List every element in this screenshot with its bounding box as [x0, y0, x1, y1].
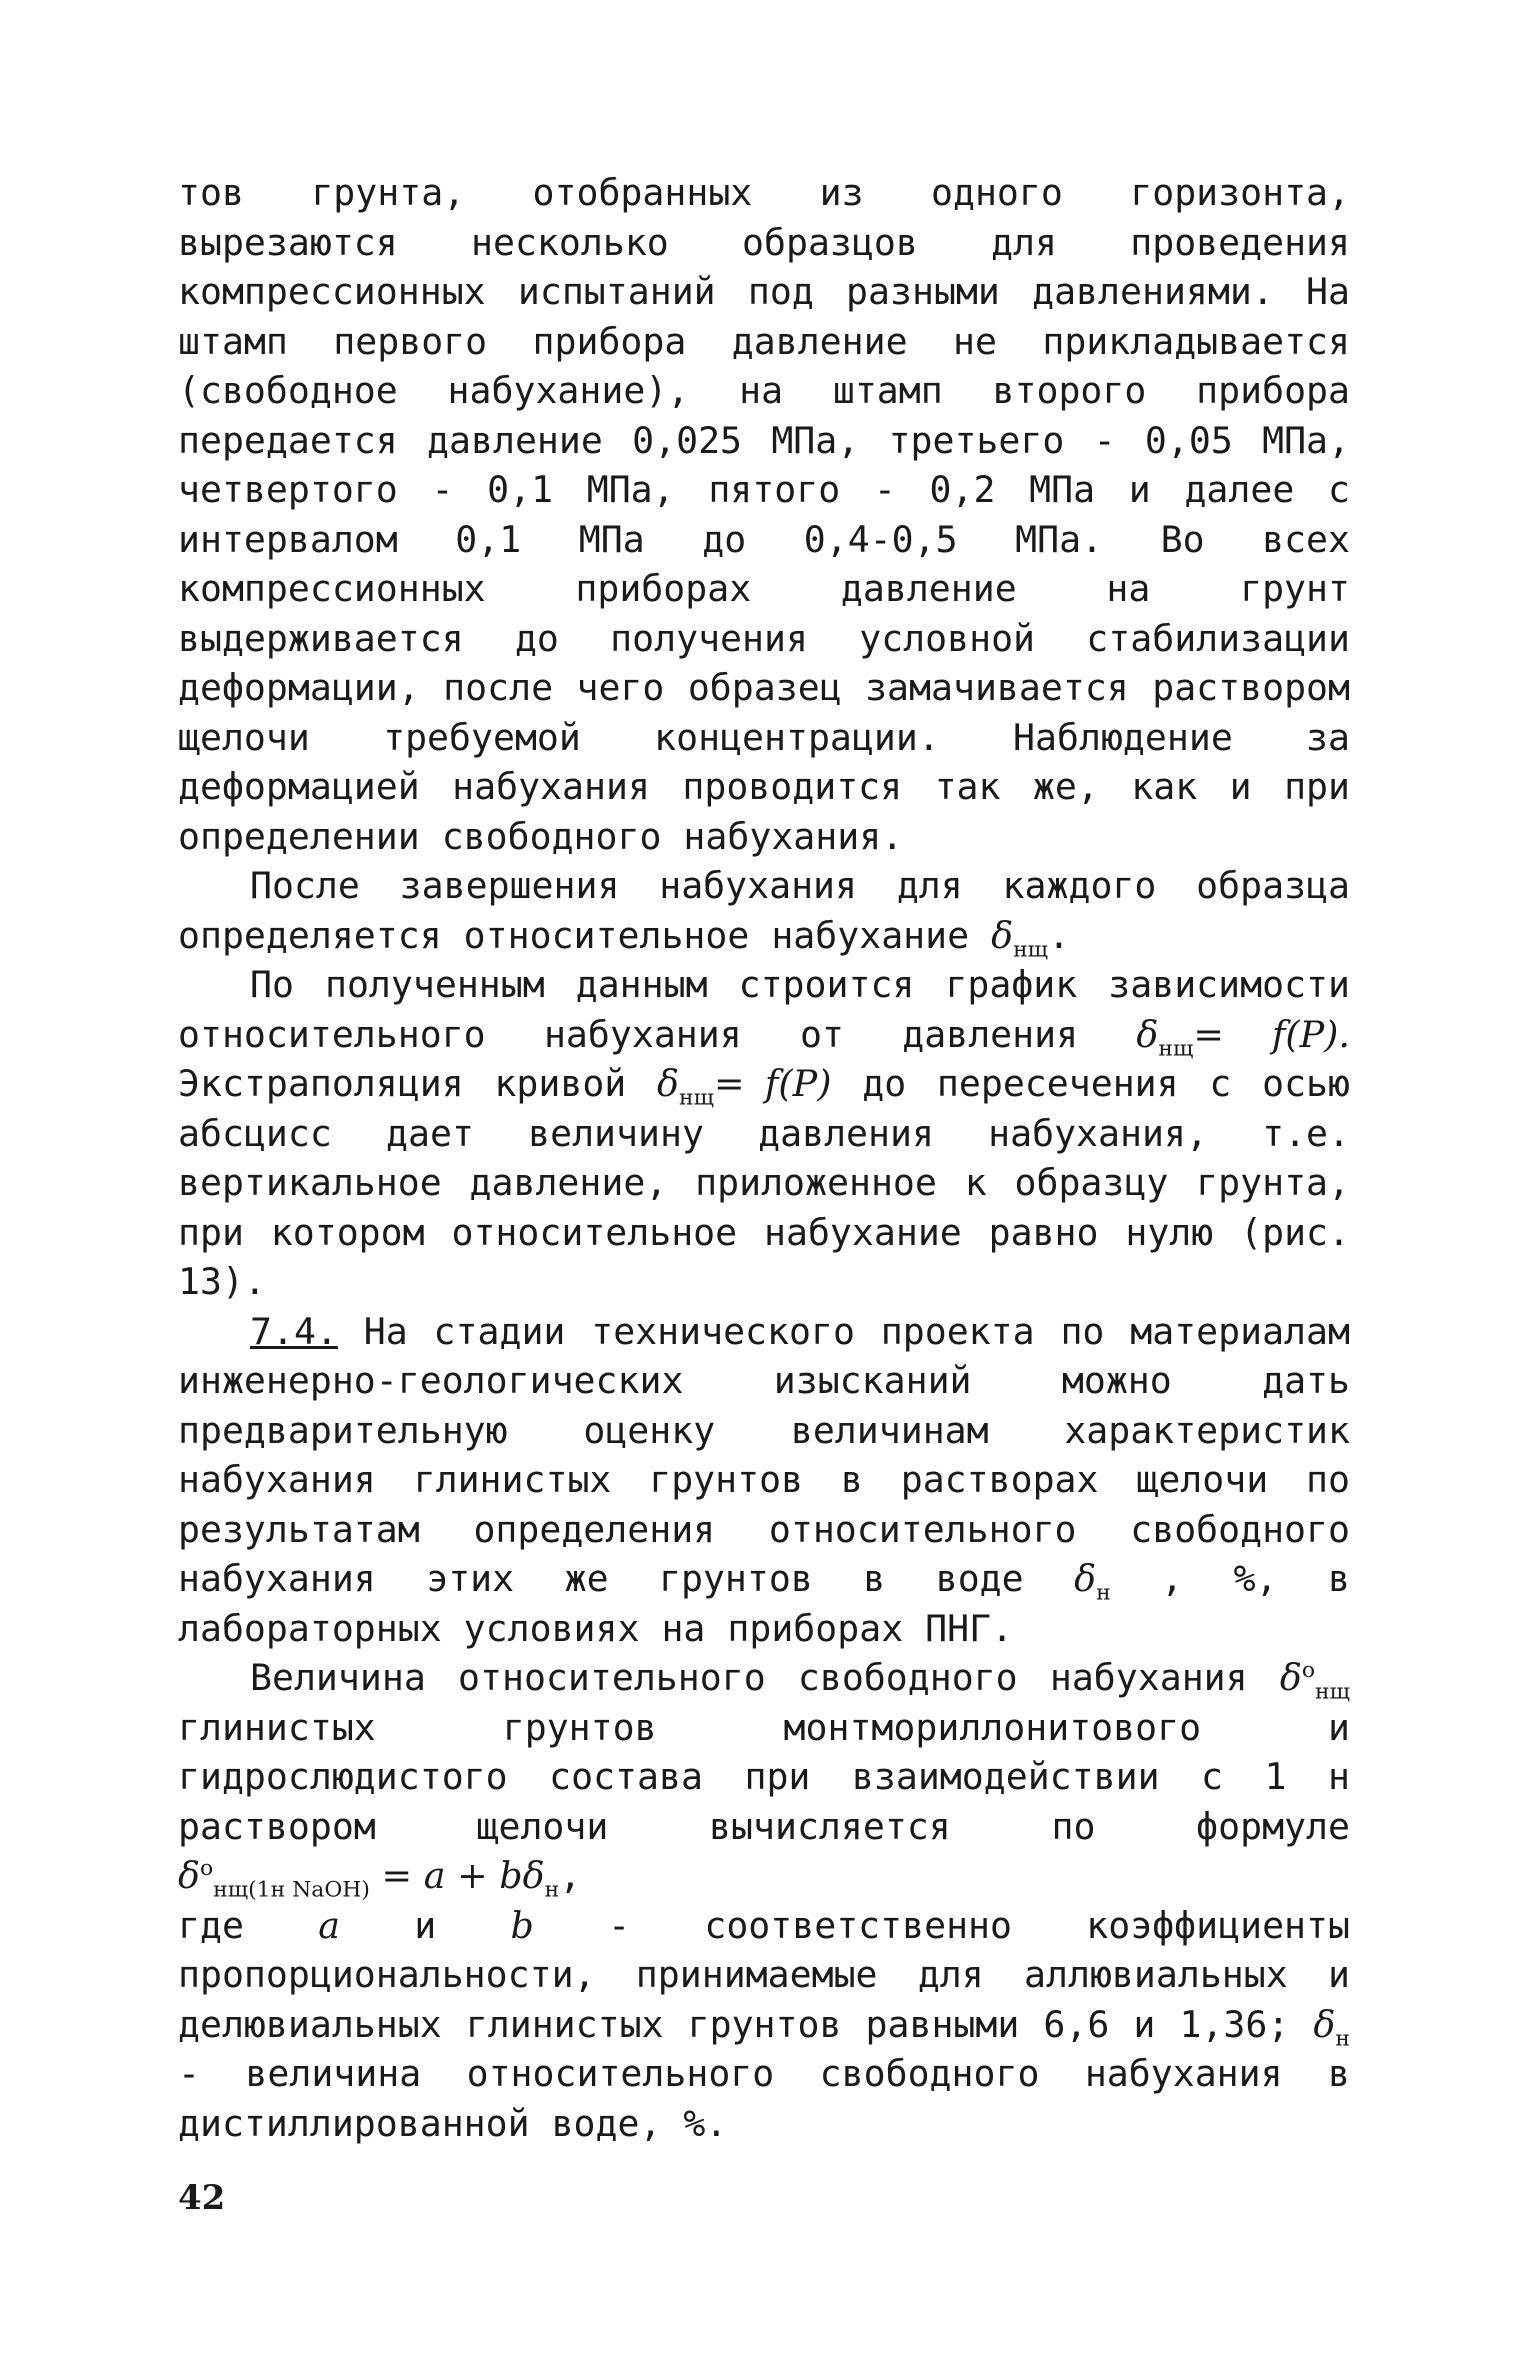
- paragraph-2-text: После завершения набухания для каждого образца определяется относительное набухание: [178, 864, 1350, 957]
- paragraph-3-text-c: до пересечения с осью абсцисс дает величину давления набухания, т.е. вертикальное давление, приложенное к образцу грунта, при котором относительное набухание равно нулю (рис. 13).: [178, 1062, 1350, 1303]
- swelling-symbol: $\delta_{нщ}$: [991, 913, 1049, 962]
- formula-swelling-vs-pressure: $\delta_{нщ}= f(P)$.: [1136, 1012, 1350, 1061]
- swelling-formula: $\delta^о_{нщ(1н NaOH)} = a + b\delta_н$: [178, 1854, 560, 1903]
- free-swelling-symbol: $\delta^о_{нщ}$: [1279, 1656, 1350, 1705]
- paragraph-4-text-b: , %, в лабораторных условиях на приборах ПНГ.: [178, 1557, 1350, 1650]
- coefficient-b: b: [510, 1903, 534, 1947]
- paragraph-1: [178, 168, 1350, 861]
- paragraph-5-text-b: глинистых грунтов монтмориллонитового и гидрослюдистого состава при взаимодействии с 1 н раствором щелочи вычисляется по формуле: [178, 1705, 1350, 1848]
- swelling-water-symbol-2: $\delta_н$: [1313, 2002, 1350, 2051]
- paragraph-3-text-a: По полученным данным строится график зависимости относительного набухания от давления: [178, 963, 1350, 1056]
- paragraph-6-text-c: - величина относительного свободного набухания в дистиллированной воде, %.: [178, 2052, 1350, 2145]
- paragraph-6-text-b: - соответственно коэффициенты пропорциональности, принимаемые для аллювиальных и делювиальных глинистых грунтов равными 6,6 и 1,36;: [178, 1903, 1350, 2046]
- paragraph-1-text: тов грунта, отобранных из одного горизонта, вырезаются несколько образцов для проведения компрессионных испытаний под разными давлениями. На штамп первого прибора давление не прикладывается (свободное набухание), на штамп второго прибора передается давление 0,025 МПа, третьего - 0,05 МПа, четвертого - 0,1 МПа, пятого - 0,2 МПа и далее с интервалом 0,1 МПа до 0,4-0,5 МПа. Во всех компрессионных приборах давление на грунт выдерживается до получения условной стабилизации деформации, после чего образец замачивается раствором щелочи требуемой концентрации. Наблюдение за деформацией набухания проводится так же, как и при определении свободного набухания.: [178, 171, 1350, 858]
- swelling-water-symbol: $\delta_н$: [1074, 1557, 1111, 1606]
- section-number: 7.4.: [250, 1309, 338, 1353]
- paragraph-2: После завершения набухания для каждого образца определяется относительное набухание $\delta_{нщ}$.: [178, 864, 1350, 962]
- paragraph-5-text-a: Величина относительного свободного набухания: [250, 1656, 1248, 1699]
- body-text: [178, 168, 1350, 2148]
- paragraph-3: [178, 960, 1350, 1307]
- paragraph-6: [178, 1901, 1350, 2149]
- paragraph-4-text-a: На стадии технического проекта по материалам инженерно-геологических изысканий можно дать предварительную оценку величинам характеристик набухания глинистых грунтов в растворах щелочи по результатам определения относительного свободного набухания этих же грунтов в воде: [178, 1309, 1350, 1600]
- coefficient-a: a: [318, 1903, 340, 1947]
- paragraph-6-and: и: [414, 1903, 437, 1947]
- page-number: 42: [178, 2178, 226, 2218]
- paragraph-6-where: где: [178, 1903, 244, 1947]
- paragraph-5: Величина относительного свободного набухания $\delta^о_{нщ}$ глинистых грунтов монтмориллонитового и гидрослюдистого состава при взаимодействии с 1 н раствором щелочи вычисляется по формуле $\delta^о_{нщ(1н NaOH)} = a + b\delta_н$,: [178, 1656, 1350, 1903]
- paragraph-3-text-b: Экстраполяция кривой: [178, 1062, 627, 1105]
- paragraph-4: [178, 1307, 1350, 1654]
- formula-curve: $\delta_{нщ}= f(P)$: [657, 1062, 832, 1111]
